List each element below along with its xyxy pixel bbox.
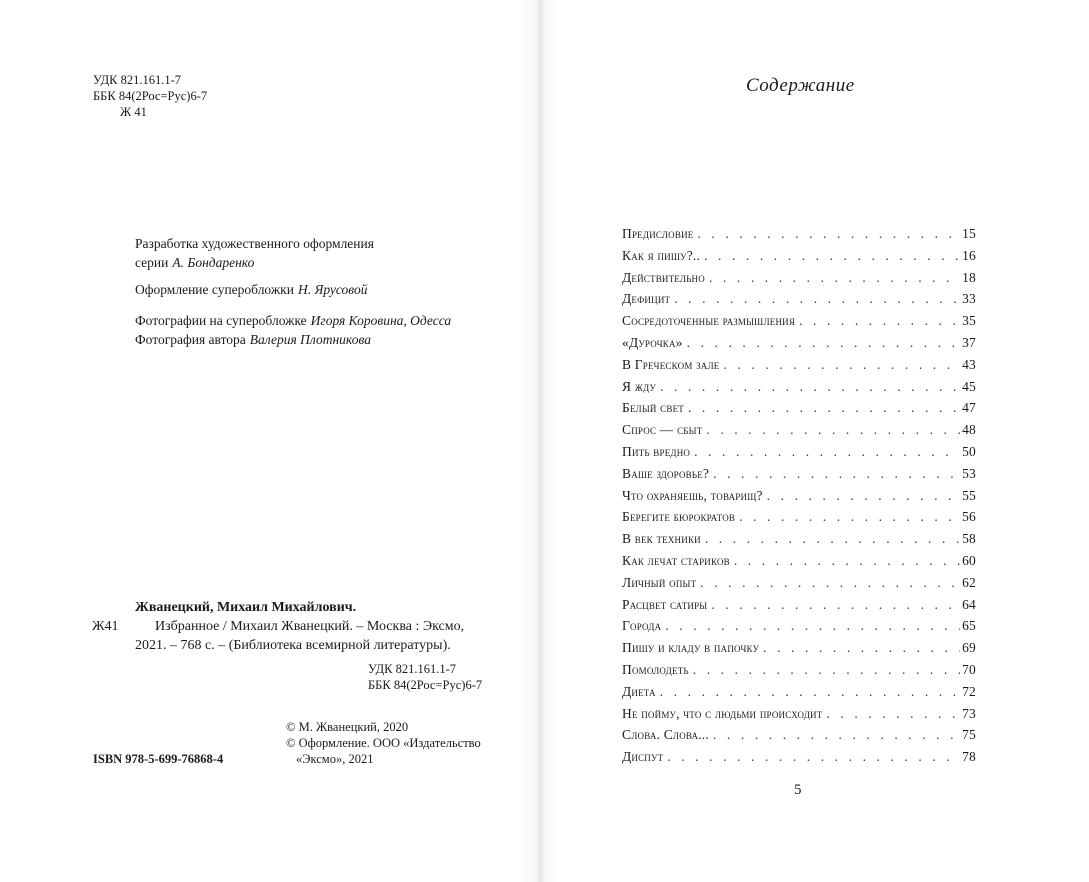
toc-entry-page: 53	[962, 465, 976, 481]
toc-entry-title: Диспут	[622, 749, 664, 765]
toc-entry-page: 58	[962, 531, 976, 547]
toc-entry-title: В Греческом зале	[622, 356, 720, 372]
design-credit-line2	[135, 254, 254, 272]
table-of-contents	[622, 226, 976, 771]
toc-leader-dots	[763, 640, 960, 656]
toc-entry-title: Я жду	[622, 378, 657, 394]
toc-entry[interactable]	[622, 466, 976, 488]
design-series-label: серии	[135, 255, 169, 270]
toc-entry-page: 37	[962, 334, 976, 350]
toc-entry-title: Берегите бюрократов	[622, 509, 736, 525]
toc-entry[interactable]	[622, 509, 976, 531]
photos-label: Фотографии на суперобложке	[135, 313, 307, 328]
toc-entry-title: В век техники	[622, 531, 701, 547]
copyright-line-1: © М. Жванецкий, 2020	[286, 720, 409, 734]
toc-entry-title: Помолодеть	[622, 661, 689, 677]
toc-leader-dots	[674, 291, 960, 307]
toc-entry-page: 75	[962, 727, 976, 743]
toc-leader-dots	[660, 379, 960, 395]
toc-leader-dots	[799, 313, 960, 329]
toc-entry[interactable]	[622, 575, 976, 597]
toc-entry[interactable]	[622, 618, 976, 640]
toc-entry-title: Пишу и кладу в папочку	[622, 640, 760, 656]
toc-entry-page: 43	[962, 356, 976, 372]
toc-entry-title: Не пойму, что с людьми происходит	[622, 705, 823, 721]
bbk-top: ББК 84(2Рос=Рус)6-7	[93, 89, 208, 103]
toc-leader-dots	[724, 357, 961, 373]
toc-entry[interactable]	[622, 727, 976, 749]
udk-top: УДК 821.161.1-7	[93, 73, 181, 87]
toc-entry-page: 73	[962, 705, 976, 721]
toc-entry[interactable]	[622, 379, 976, 401]
photos-name: Игоря Коровина, Одесса	[310, 313, 452, 328]
toc-entry-title: Пить вредно	[622, 443, 691, 459]
toc-leader-dots	[739, 509, 960, 525]
toc-leader-dots	[660, 684, 960, 700]
book-gutter	[520, 0, 560, 882]
toc-leader-dots	[711, 597, 960, 613]
toc-entry-title: Слова. Слова...	[622, 727, 709, 743]
cover-name: Н. Ярусовой	[297, 282, 368, 297]
toc-leader-dots	[713, 466, 960, 482]
toc-entry-page: 72	[962, 683, 976, 699]
toc-entry[interactable]	[622, 226, 976, 248]
toc-entry-page: 50	[962, 443, 976, 459]
left-page	[0, 0, 542, 882]
author-photo-label: Фотография автора	[135, 332, 246, 347]
toc-entry-page: 15	[962, 226, 976, 241]
toc-leader-dots	[709, 270, 960, 286]
toc-entry[interactable]	[622, 488, 976, 510]
toc-entry[interactable]	[622, 684, 976, 706]
cover-credit	[135, 281, 368, 299]
toc-entry-page: 47	[962, 400, 976, 416]
udk-bottom: УДК 821.161.1-7	[368, 662, 456, 676]
toc-entry[interactable]	[622, 749, 976, 771]
toc-entry-page: 35	[962, 313, 976, 329]
toc-entry-title: Как я пишу?..	[622, 247, 701, 263]
toc-entry[interactable]	[622, 291, 976, 313]
copyright-line-2: © Оформление. ООО «Издательство	[286, 736, 481, 750]
toc-entry-title: «Дурочка»	[622, 334, 683, 350]
toc-leader-dots	[693, 662, 960, 678]
photos-credit	[135, 312, 451, 330]
toc-entry-title: Города	[622, 618, 662, 634]
toc-entry-page: 62	[962, 574, 976, 590]
toc-entry[interactable]	[622, 335, 976, 357]
design-credit-line1: Разработка художественного оформления	[135, 236, 374, 251]
bib-line-2: 2021. – 768 с. – (Библиотека всемирной литературы).	[135, 638, 451, 653]
copyright-line-3: «Эксмо», 2021	[296, 752, 374, 766]
toc-entry-page: 78	[962, 749, 976, 765]
toc-leader-dots	[694, 444, 960, 460]
toc-leader-dots	[688, 400, 960, 416]
toc-entry-page: 69	[962, 640, 976, 656]
toc-entry-title: Действительно	[622, 269, 705, 285]
toc-entry-title: Сосредоточенные размышления	[622, 313, 796, 329]
toc-entry-page: 64	[962, 596, 976, 612]
toc-leader-dots	[734, 553, 960, 569]
toc-entry-title: Диета	[622, 683, 656, 699]
toc-entry[interactable]	[622, 444, 976, 466]
toc-entry-page: 33	[962, 291, 976, 307]
toc-entry-title: Дефицит	[622, 291, 671, 307]
toc-leader-dots	[705, 531, 960, 547]
toc-entry-title: Спрос — сбыт	[622, 422, 703, 438]
toc-leader-dots	[706, 422, 960, 438]
toc-entry-page: 70	[962, 661, 976, 677]
toc-entry[interactable]	[622, 400, 976, 422]
toc-entry[interactable]	[622, 531, 976, 553]
side-code: Ж41	[92, 619, 119, 634]
toc-leader-dots	[700, 575, 960, 591]
toc-leader-dots	[665, 618, 960, 634]
toc-leader-dots	[713, 727, 960, 743]
toc-entry-page: 56	[962, 509, 976, 525]
toc-leader-dots	[826, 706, 960, 722]
toc-leader-dots	[687, 335, 960, 351]
toc-entry-page: 60	[962, 552, 976, 568]
toc-entry-page: 55	[962, 487, 976, 503]
page-title: Содержание	[746, 75, 855, 96]
bib-line-1: Избранное / Михаил Жванецкий. – Москва : Эксмо,	[155, 619, 465, 634]
toc-entry[interactable]	[622, 553, 976, 575]
page-number: 5	[794, 782, 802, 798]
bbk-bottom: ББК 84(2Рос=Рус)6-7	[368, 678, 483, 692]
toc-entry[interactable]	[622, 270, 976, 292]
toc-leader-dots	[697, 226, 960, 242]
design-series-name: А. Бондаренко	[172, 255, 255, 270]
toc-entry[interactable]	[622, 422, 976, 444]
code-top: Ж 41	[120, 105, 147, 119]
toc-entry-title: Как лечат стариков	[622, 552, 730, 568]
cover-label: Оформление суперобложки	[135, 282, 294, 297]
toc-entry[interactable]	[622, 313, 976, 335]
isbn: ISBN 978-5-699-76868-4	[93, 752, 224, 766]
toc-entry-title: Расцвет сатиры	[622, 596, 708, 612]
toc-entry[interactable]	[622, 706, 976, 728]
toc-entry[interactable]	[622, 662, 976, 684]
toc-entry-title: Личный опыт	[622, 574, 697, 590]
author-heading: Жванецкий, Михаил Михайлович.	[135, 600, 357, 615]
toc-entry-title: Что охраняешь, товарищ?	[622, 487, 763, 503]
toc-entry[interactable]	[622, 357, 976, 379]
toc-leader-dots	[767, 488, 960, 504]
toc-entry-page: 18	[962, 269, 976, 285]
toc-entry[interactable]	[622, 640, 976, 662]
toc-entry-title: Белый свет	[622, 400, 684, 416]
author-photo-credit	[135, 331, 371, 349]
toc-entry-title: Ваше здоровье?	[622, 465, 710, 481]
toc-entry-page: 65	[962, 618, 976, 634]
toc-entry-title: Предисловие	[622, 226, 694, 241]
author-photo-name: Валерия Плотникова	[249, 332, 371, 347]
toc-entry[interactable]	[622, 248, 976, 270]
toc-entry-page: 45	[962, 378, 976, 394]
toc-entry-page: 48	[962, 422, 976, 438]
toc-entry[interactable]	[622, 597, 976, 619]
toc-leader-dots	[704, 248, 960, 264]
toc-leader-dots	[667, 749, 960, 765]
toc-entry-page: 16	[962, 247, 976, 263]
